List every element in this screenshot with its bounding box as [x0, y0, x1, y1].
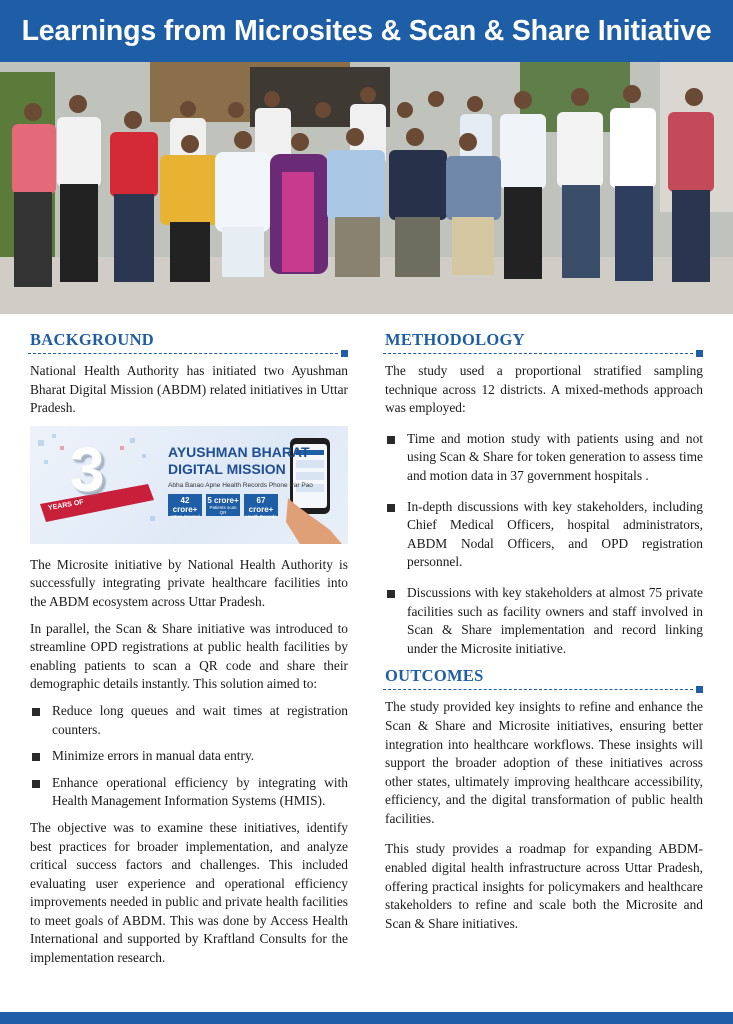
banner-stat — [244, 494, 278, 519]
banner-stat-value: 42 crore+ — [172, 495, 198, 514]
group-photo — [0, 62, 733, 314]
page-title: Learnings from Microsites & Scan & Share Initiative — [21, 14, 712, 47]
outcomes-heading-rule — [383, 686, 703, 694]
banner-title-line1: AYUSHMAN BHARAT — [168, 443, 310, 460]
background-heading: BACKGROUND — [30, 330, 155, 349]
list-item — [30, 747, 348, 766]
background-heading-rule — [28, 350, 348, 358]
banner-stat-value: 67 crore+ — [248, 495, 274, 514]
bullet-square-icon — [387, 504, 395, 512]
list-item — [30, 774, 348, 811]
banner-stat — [206, 494, 240, 516]
methodology-heading-rule — [383, 350, 703, 358]
right-column — [385, 330, 703, 941]
methodology-intro: The study used a proportional stratified sampling technique across 12 districts. A mixed-methods approach was employed: — [385, 363, 703, 416]
list-item-text: Discussions with key stakeholders at almost 75 private facilities such as facility owners and staff involved in Scan & Share implementation and record linking under the Microsite initiative. — [407, 584, 703, 656]
outcomes-heading: OUTCOMES — [385, 666, 484, 686]
list-item-text: In-depth discussions with key stakeholders, including Chief Medical Officers, hospital administrators, ABDM Nodal Officers, and OPD registration personnel. — [407, 498, 703, 570]
list-item — [385, 430, 703, 486]
list-item — [385, 584, 703, 658]
background-bullet-list — [30, 702, 348, 811]
group-photo-illustration — [0, 62, 733, 314]
bullet-square-icon — [32, 780, 40, 788]
banner-stat-value: 5 crore+ — [207, 495, 239, 505]
bullet-square-icon — [387, 436, 395, 444]
list-item — [385, 498, 703, 572]
background-para-scan-share: In parallel, the Scan & Share initiative was introduced to streamline OPD registrations at public health facilities by enabling patients to scan a QR code and share their demographic details instantly. This solution aimed to: — [30, 620, 348, 692]
left-column — [30, 330, 348, 976]
list-item — [30, 702, 348, 739]
banner-stat-label: Health Records — [245, 513, 277, 519]
footer-bar — [0, 1012, 733, 1024]
banner-stat — [168, 494, 202, 519]
abdm-banner — [30, 426, 348, 544]
outcomes-para-insights: The study provided key insights to refine and enhance the Scan & Share and Microsite initiatives, ensuring better integration into healthcare workflows. These insights will support the broader adoption of these initiatives across other states, ultimately improving healthcare accessibility, efficiency, and the digital transformation of public health facilities. — [385, 699, 703, 826]
list-item-text: Enhance operational efficiency by integrating with Health Management Information Systems (HMIS). — [52, 774, 348, 809]
bullet-square-icon — [32, 753, 40, 761]
banner-stat-label: Patients scan QR — [209, 504, 237, 515]
header-bar — [0, 0, 733, 62]
banner-stat-label: ABHA Created — [170, 513, 200, 519]
bullet-square-icon — [387, 590, 395, 598]
banner-title-line2: DIGITAL MISSION — [168, 460, 286, 477]
background-intro: National Health Authority has initiated two Ayushman Bharat Digital Mission (ABDM) related initiatives in Uttar Pradesh. — [30, 363, 348, 416]
list-item-text: Minimize errors in manual data entry. — [52, 748, 255, 764]
banner-tagline: Abha Banao Apne Health Records Phone Par Pao — [168, 481, 313, 489]
background-para-microsite: The Microsite initiative by National Health Authority is successfully integrating private healthcare facilities into the ABDM ecosystem across Uttar Pradesh. — [30, 556, 348, 609]
outcomes-para-roadmap: This study provides a roadmap for expanding ABDM-enabled digital health infrastructure across Uttar Pradesh, offering practical insights for policymakers and healthcare stakeholders to refine and scale both the Microsite and Scan & Share initiatives. — [385, 841, 703, 931]
methodology-bullet-list — [385, 430, 703, 659]
bullet-square-icon — [32, 708, 40, 716]
list-item-text: Time and motion study with patients using and not using Scan & Share for token generation to assess time and motion data in 37 government hospitals . — [407, 430, 703, 483]
banner-big-number: 3 — [70, 435, 105, 505]
background-para-objective: The objective was to examine these initiatives, identify best practices for broader implementation, and analyze critical success factors and challenges. This included evaluating user experience and operational efficiency improvements needed in public and private health facilities to meet goals of ABDM. This was done by Access Health International and supported by Kraftland Consults for the implementation research. — [30, 819, 348, 966]
list-item-text: Reduce long queues and wait times at registration counters. — [52, 702, 348, 737]
banner-years-label: YEARS OF — [47, 498, 85, 512]
methodology-heading: METHODOLOGY — [385, 330, 525, 349]
